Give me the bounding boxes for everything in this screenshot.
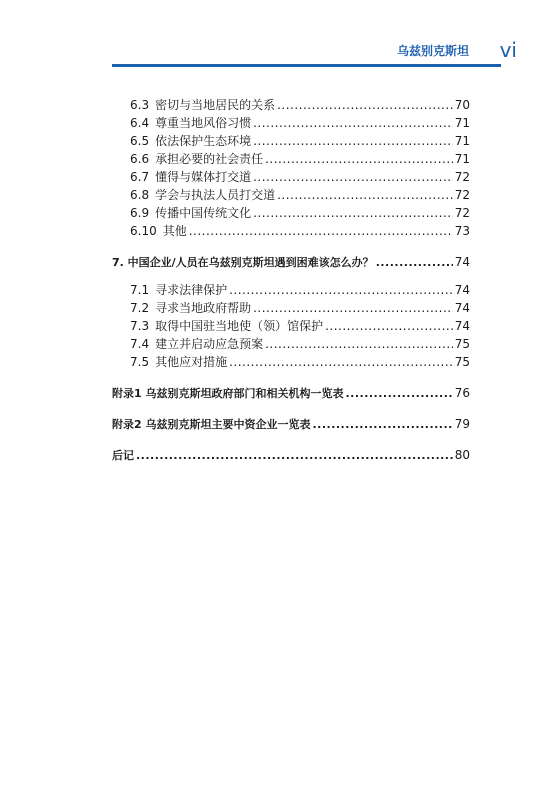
toc-chapter-title: 7. 中国企业/人员在乌兹别克斯坦遇到困难该怎么办？ xyxy=(112,256,374,269)
toc-item-title: 尊重当地风俗习惯 xyxy=(155,116,252,130)
leader-dots xyxy=(376,254,453,272)
toc-appendix-page: 79 xyxy=(454,417,470,431)
leader-dots xyxy=(253,132,453,150)
toc-item-page: 70 xyxy=(454,98,470,112)
toc-item-page: 73 xyxy=(454,224,470,238)
page-number: vi xyxy=(499,38,517,62)
toc-item-title: 密切与当地居民的关系 xyxy=(155,98,276,112)
toc-afterword-page: 80 xyxy=(454,448,470,462)
toc-chapter-7[interactable] xyxy=(112,253,470,271)
toc-item-7-5[interactable] xyxy=(112,353,470,371)
toc-item-page: 72 xyxy=(454,206,470,220)
toc-item-title: 懂得与媒体打交道 xyxy=(155,170,252,184)
leader-dots xyxy=(345,385,452,403)
leader-dots xyxy=(253,204,453,222)
toc-item-number: 7.1 xyxy=(130,283,150,297)
toc-item-title: 取得中国驻当地使（领）馆保护 xyxy=(155,319,324,333)
toc-item-number: 6.4 xyxy=(130,116,150,130)
toc-item-number: 6.10 xyxy=(130,224,157,238)
toc-item-6-7[interactable] xyxy=(112,168,470,186)
toc-item-page: 72 xyxy=(454,170,470,184)
toc-item-page: 74 xyxy=(454,283,470,297)
leader-dots xyxy=(253,114,453,132)
leader-dots xyxy=(265,150,453,168)
toc-afterword[interactable] xyxy=(112,446,470,464)
toc-item-number: 6.3 xyxy=(130,98,150,112)
leader-dots xyxy=(312,416,452,434)
leader-dots xyxy=(265,335,453,353)
toc-appendix-1[interactable] xyxy=(112,384,470,402)
toc-item-title: 其他 xyxy=(162,224,187,238)
toc-item-number: 6.9 xyxy=(130,206,150,220)
toc-item-6-3[interactable] xyxy=(112,96,470,114)
toc-item-6-6[interactable] xyxy=(112,150,470,168)
toc-item-number: 7.3 xyxy=(130,319,150,333)
leader-dots xyxy=(277,186,453,204)
toc-item-number: 6.6 xyxy=(130,152,150,166)
toc-item-page: 74 xyxy=(454,319,470,333)
toc-item-number: 6.8 xyxy=(130,188,150,202)
toc-item-6-5[interactable] xyxy=(112,132,470,150)
leader-dots xyxy=(253,299,453,317)
toc-chapter-page: 74 xyxy=(454,255,470,269)
toc-item-title: 依法保护生态环境 xyxy=(155,134,252,148)
toc-item-page: 71 xyxy=(454,116,470,130)
toc-afterword-title: 后记 xyxy=(112,449,134,462)
toc-appendix-2[interactable] xyxy=(112,415,470,433)
toc-item-6-8[interactable] xyxy=(112,186,470,204)
toc-item-page: 71 xyxy=(454,152,470,166)
toc-item-7-3[interactable] xyxy=(112,317,470,335)
leader-dots xyxy=(229,281,453,299)
toc-item-title: 传播中国传统文化 xyxy=(155,206,252,220)
table-of-contents xyxy=(112,96,470,464)
leader-dots xyxy=(136,447,453,465)
leader-dots xyxy=(325,317,453,335)
toc-item-title: 学会与执法人员打交道 xyxy=(155,188,276,202)
toc-appendix-page: 76 xyxy=(454,386,470,400)
toc-item-title: 其他应对措施 xyxy=(155,355,228,369)
toc-item-page: 72 xyxy=(454,188,470,202)
toc-item-6-4[interactable] xyxy=(112,114,470,132)
toc-item-6-10[interactable] xyxy=(112,222,470,240)
toc-item-7-2[interactable] xyxy=(112,299,470,317)
leader-dots xyxy=(277,96,453,114)
toc-item-number: 7.4 xyxy=(130,337,150,351)
header-title: 乌兹别克斯坦 xyxy=(396,44,469,58)
toc-appendix-title: 附录2 乌兹别克斯坦主要中资企业一览表 xyxy=(112,418,311,431)
toc-item-title: 寻求当地政府帮助 xyxy=(155,301,252,315)
toc-item-7-1[interactable] xyxy=(112,281,470,299)
leader-dots xyxy=(229,353,453,371)
toc-item-number: 7.5 xyxy=(130,355,150,369)
toc-item-title: 建立并启动应急预案 xyxy=(155,337,264,351)
toc-item-number: 6.5 xyxy=(130,134,150,148)
header-rule xyxy=(112,64,501,67)
toc-item-6-9[interactable] xyxy=(112,204,470,222)
toc-appendix-title: 附录1 乌兹别克斯坦政府部门和相关机构一览表 xyxy=(112,387,344,400)
toc-item-number: 6.7 xyxy=(130,170,150,184)
toc-item-number: 7.2 xyxy=(130,301,150,315)
leader-dots xyxy=(189,222,453,240)
toc-item-page: 71 xyxy=(454,134,470,148)
toc-item-page: 75 xyxy=(454,337,470,351)
toc-item-page: 74 xyxy=(454,301,470,315)
leader-dots xyxy=(253,168,453,186)
toc-item-title: 承担必要的社会责任 xyxy=(155,152,264,166)
toc-item-7-4[interactable] xyxy=(112,335,470,353)
toc-item-page: 75 xyxy=(454,355,470,369)
toc-item-title: 寻求法律保护 xyxy=(155,283,228,297)
